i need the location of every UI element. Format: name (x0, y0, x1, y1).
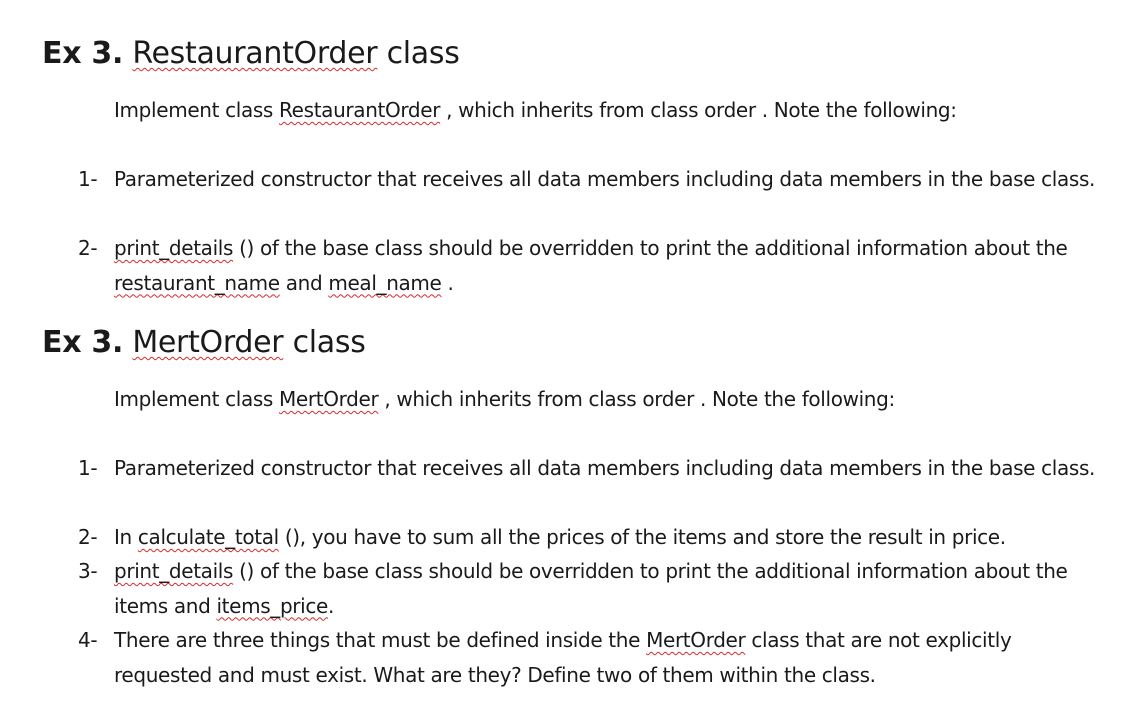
section2-intro (114, 386, 895, 412)
section2-intro-before: Implement class (114, 387, 280, 411)
text-segment: (), you have to sum all the prices of the items and store the result in price. (278, 525, 1006, 549)
list-number: 2- (78, 236, 98, 260)
list-item-text (114, 520, 1099, 555)
text-segment: () of the base class should be overridden to print the additional information about the items and (114, 559, 1068, 618)
section1-class-name: RestaurantOrder (132, 36, 378, 71)
section2-intro-after: , which inherits from class order . Note the following: (378, 387, 895, 411)
list-item-text (114, 231, 1099, 300)
list-number: 1- (78, 167, 98, 191)
list-number: 2- (78, 525, 98, 549)
text-segment: There are three things that must be defined inside the (114, 628, 647, 652)
term-meal-name: meal_name (328, 270, 442, 295)
section1-intro (114, 97, 957, 123)
text-segment: class that are not explicitly requested and must exist. What are they? Define two of them within the class. (114, 628, 1012, 687)
list-item-text: Parameterized constructor that receives all data members including data members in the base class. (114, 167, 1096, 191)
section1-class-word: class (386, 36, 460, 71)
section1-intro-class-name: RestaurantOrder (279, 98, 441, 122)
section2-ex-label: Ex 3. (42, 325, 124, 360)
list-number: 4- (78, 628, 98, 652)
list-item-text (114, 554, 1099, 623)
list-number: 3- (78, 559, 98, 583)
text-segment: In (114, 525, 138, 549)
term-print-details: print_details (114, 559, 234, 583)
text-segment: . (441, 270, 454, 295)
list-item-text (114, 623, 1099, 692)
list-number: 1- (78, 456, 98, 480)
term-print-details: print_details (114, 236, 234, 260)
section1-heading (42, 36, 460, 72)
list-item-text: Parameterized constructor that receives all data members including data members in the base class. (114, 456, 1096, 480)
section1-intro-after: , which inherits from class order . Note the following: (440, 98, 957, 122)
text-segment: and (279, 270, 329, 295)
section2-intro-class-name: MertOrder (279, 387, 379, 411)
text-segment: () of the base class should be overridden to print the additional information about the (233, 236, 1068, 260)
section1-intro-before: Implement class (114, 98, 280, 122)
text-segment: . (327, 593, 334, 618)
section2-class-name: MertOrder (132, 325, 284, 360)
section2-class-word: class (292, 325, 366, 360)
term-mertorder: MertOrder (646, 628, 746, 652)
term-restaurant-name: restaurant_name (114, 270, 280, 295)
term-calculate-total: calculate_total (137, 525, 279, 549)
section2-heading (42, 325, 366, 361)
section1-ex-label: Ex 3. (42, 36, 124, 71)
term-items-price: items_price (216, 593, 328, 618)
